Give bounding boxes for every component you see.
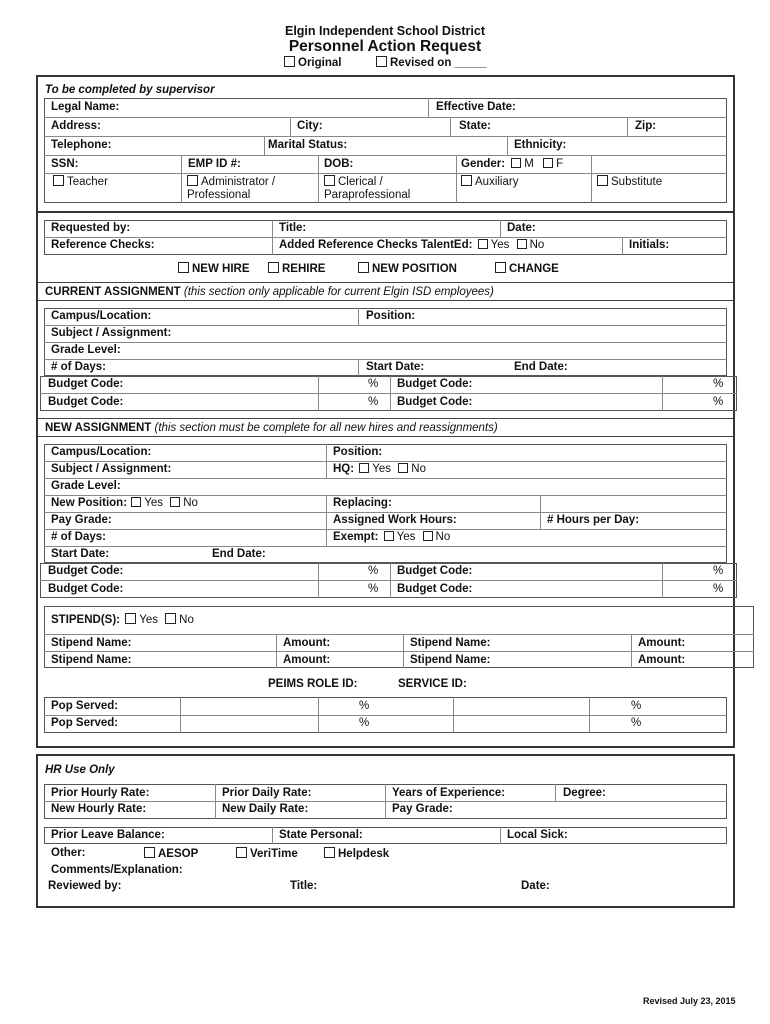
stipend-amount-2: Amount:: [638, 637, 686, 649]
reference-checks-label: Reference Checks:: [51, 239, 155, 251]
stipend-yes-checkbox[interactable]: [125, 613, 136, 624]
pop-pct-4: %: [631, 717, 642, 729]
comments-label: Comments/Explanation:: [51, 864, 183, 876]
stipend-name-2: Stipend Name:: [410, 637, 491, 649]
new-start-label: Start Date:: [51, 548, 110, 560]
rehire-checkbox[interactable]: [268, 262, 279, 273]
talented-yes-checkbox[interactable]: [478, 239, 488, 249]
stipend-amount-4: Amount:: [638, 654, 686, 666]
current-budget-code-3: Budget Code:: [48, 396, 124, 408]
request-date-label: Date:: [507, 222, 536, 234]
requested-by-label: Requested by:: [51, 222, 131, 234]
prior-daily-label: Prior Daily Rate:: [222, 787, 312, 799]
exempt-yes-checkbox[interactable]: [384, 531, 394, 541]
district-name: Elgin Independent School District: [284, 24, 485, 38]
new-budget-code-4: Budget Code:: [397, 583, 473, 595]
new-budget-pct-1: %: [368, 565, 379, 577]
new-position-checkbox[interactable]: [358, 262, 369, 273]
new-budget-code-3: Budget Code:: [48, 583, 124, 595]
new-assignment-heading: NEW ASSIGNMENT (this section must be complete for all new hires and reassignments): [45, 422, 498, 434]
original-checkbox[interactable]: [284, 56, 295, 67]
gender-label: Gender:: [461, 158, 506, 170]
new-position-field: New Position: Yes No: [51, 497, 198, 509]
rehire-option[interactable]: REHIRE: [268, 262, 325, 275]
current-campus-label: Campus/Location:: [51, 310, 152, 322]
talented-no-checkbox[interactable]: [517, 239, 527, 249]
added-checks-field: Added Reference Checks TalentEd: Yes No: [279, 239, 545, 251]
state-personal-label: State Personal:: [279, 829, 363, 841]
stipend-field: STIPEND(S): Yes No: [51, 614, 194, 626]
ssn-label: SSN:: [51, 158, 79, 170]
request-title-label: Title:: [279, 222, 307, 234]
aesop-option[interactable]: AESOP: [144, 847, 198, 860]
dob-label: DOB:: [324, 158, 354, 170]
clerical-option[interactable]: Clerical /: [324, 175, 383, 188]
new-budget-pct-3: %: [368, 583, 379, 595]
clerical-checkbox[interactable]: [324, 175, 335, 186]
hq-yes-checkbox[interactable]: [359, 463, 369, 473]
stipend-amount-3: Amount:: [283, 654, 331, 666]
new-position-no-checkbox[interactable]: [170, 497, 180, 507]
state-label: State:: [459, 120, 491, 132]
current-budget-code-2: Budget Code:: [397, 378, 473, 390]
revised-checkbox[interactable]: [376, 56, 387, 67]
stipend-name-3: Stipend Name:: [51, 654, 132, 666]
peims-role-label: PEIMS ROLE ID:: [268, 678, 358, 690]
revised-date: Revised July 23, 2015: [643, 996, 736, 1006]
hours-per-day-label: # Hours per Day:: [547, 514, 640, 526]
new-days-label: # of Days:: [51, 531, 106, 543]
teacher-checkbox[interactable]: [53, 175, 64, 186]
supervisor-heading: To be completed by supervisor: [45, 84, 215, 96]
current-budget-pct-1: %: [368, 378, 379, 390]
stipend-amount-1: Amount:: [283, 637, 331, 649]
current-budget-code-1: Budget Code:: [48, 378, 124, 390]
new-budget-pct-4: %: [713, 583, 724, 595]
hr-heading: HR Use Only: [45, 764, 115, 776]
degree-label: Degree:: [563, 787, 606, 799]
current-assignment-heading: CURRENT ASSIGNMENT (this section only applicable for current Elgin ISD employees): [45, 286, 494, 298]
teacher-option[interactable]: Teacher: [53, 175, 108, 188]
substitute-option[interactable]: Substitute: [597, 175, 662, 188]
address-label: Address:: [51, 120, 101, 132]
effective-date-label: Effective Date:: [436, 101, 516, 113]
exempt-no-checkbox[interactable]: [423, 531, 433, 541]
work-hours-label: Assigned Work Hours:: [333, 514, 457, 526]
substitute-checkbox[interactable]: [597, 175, 608, 186]
new-budget-code-1: Budget Code:: [48, 565, 124, 577]
administrator-option[interactable]: Administrator /: [187, 175, 275, 188]
new-grade-label: Grade Level:: [51, 480, 121, 492]
years-experience-label: Years of Experience:: [392, 787, 506, 799]
section-divider: [38, 211, 733, 213]
current-start-label: Start Date:: [366, 361, 425, 373]
current-days-label: # of Days:: [51, 361, 106, 373]
initials-label: Initials:: [629, 239, 670, 251]
new-hire-checkbox[interactable]: [178, 262, 189, 273]
current-grade-label: Grade Level:: [51, 344, 121, 356]
veritime-option[interactable]: VeriTime: [236, 847, 298, 860]
marital-status-label: Marital Status:: [268, 139, 348, 151]
current-budget-pct-4: %: [713, 396, 724, 408]
new-daily-label: New Daily Rate:: [222, 803, 309, 815]
telephone-label: Telephone:: [51, 139, 112, 151]
current-position-label: Position:: [366, 310, 416, 322]
local-sick-label: Local Sick:: [507, 829, 568, 841]
new-position-yes-checkbox[interactable]: [131, 497, 141, 507]
pop-pct-3: %: [359, 717, 370, 729]
auxiliary-option[interactable]: Auxiliary: [461, 175, 518, 188]
gender-f-checkbox[interactable]: [543, 158, 553, 168]
current-end-label: End Date:: [514, 361, 568, 373]
current-subject-label: Subject / Assignment:: [51, 327, 172, 339]
veritime-checkbox[interactable]: [236, 847, 247, 858]
hq-field: HQ: Yes No: [333, 463, 426, 475]
gender-m-checkbox[interactable]: [511, 158, 521, 168]
ethnicity-label: Ethnicity:: [514, 139, 567, 151]
hr-pay-grade-label: Pay Grade:: [392, 803, 453, 815]
current-budget-code-4: Budget Code:: [397, 396, 473, 408]
form-title: Personnel Action Request: [288, 38, 482, 55]
auxiliary-checkbox[interactable]: [461, 175, 472, 186]
legal-name-label: Legal Name:: [51, 101, 120, 113]
professional-text: Professional: [187, 189, 251, 201]
prior-leave-label: Prior Leave Balance:: [51, 829, 165, 841]
helpdesk-option[interactable]: Helpdesk: [324, 847, 389, 860]
new-hourly-label: New Hourly Rate:: [51, 803, 147, 815]
stipend-name-1: Stipend Name:: [51, 637, 132, 649]
new-budget-code-2: Budget Code:: [397, 565, 473, 577]
other-label: Other:: [51, 847, 86, 859]
hq-no-checkbox[interactable]: [398, 463, 408, 473]
new-position-label: Position:: [333, 446, 383, 458]
original-option[interactable]: Original: [284, 56, 341, 69]
replacing-label: Replacing:: [333, 497, 392, 509]
hr-title-label: Title:: [290, 880, 318, 892]
change-checkbox[interactable]: [495, 262, 506, 273]
new-campus-label: Campus/Location:: [51, 446, 152, 458]
new-hire-option[interactable]: NEW HIRE: [178, 262, 250, 275]
pop-served-1: Pop Served:: [51, 700, 119, 712]
new-end-label: End Date:: [212, 548, 266, 560]
hr-date-label: Date:: [521, 880, 550, 892]
paraprofessional-text: Paraprofessional: [324, 189, 411, 201]
new-position-option[interactable]: NEW POSITION: [358, 262, 457, 275]
pop-served-2: Pop Served:: [51, 717, 119, 729]
revised-option[interactable]: Revised on _____: [376, 56, 487, 69]
new-budget-pct-2: %: [713, 565, 724, 577]
emp-id-label: EMP ID #:: [188, 158, 241, 170]
pop-pct-1: %: [359, 700, 370, 712]
pop-pct-2: %: [631, 700, 642, 712]
current-budget-pct-2: %: [713, 378, 724, 390]
administrator-checkbox[interactable]: [187, 175, 198, 186]
city-label: City:: [297, 120, 323, 132]
prior-hourly-label: Prior Hourly Rate:: [51, 787, 150, 799]
stipend-no-checkbox[interactable]: [165, 613, 176, 624]
aesop-checkbox[interactable]: [144, 847, 155, 858]
change-option[interactable]: CHANGE: [495, 262, 559, 275]
service-id-label: SERVICE ID:: [398, 678, 467, 690]
reviewed-by-label: Reviewed by:: [48, 880, 122, 892]
gender-field: Gender: M F: [461, 158, 564, 170]
helpdesk-checkbox[interactable]: [324, 847, 335, 858]
exempt-field: Exempt: Yes No: [333, 531, 451, 543]
new-subject-label: Subject / Assignment:: [51, 463, 172, 475]
zip-label: Zip:: [635, 120, 657, 132]
new-pay-grade-label: Pay Grade:: [51, 514, 112, 526]
stipend-name-4: Stipend Name:: [410, 654, 491, 666]
current-budget-pct-3: %: [368, 396, 379, 408]
